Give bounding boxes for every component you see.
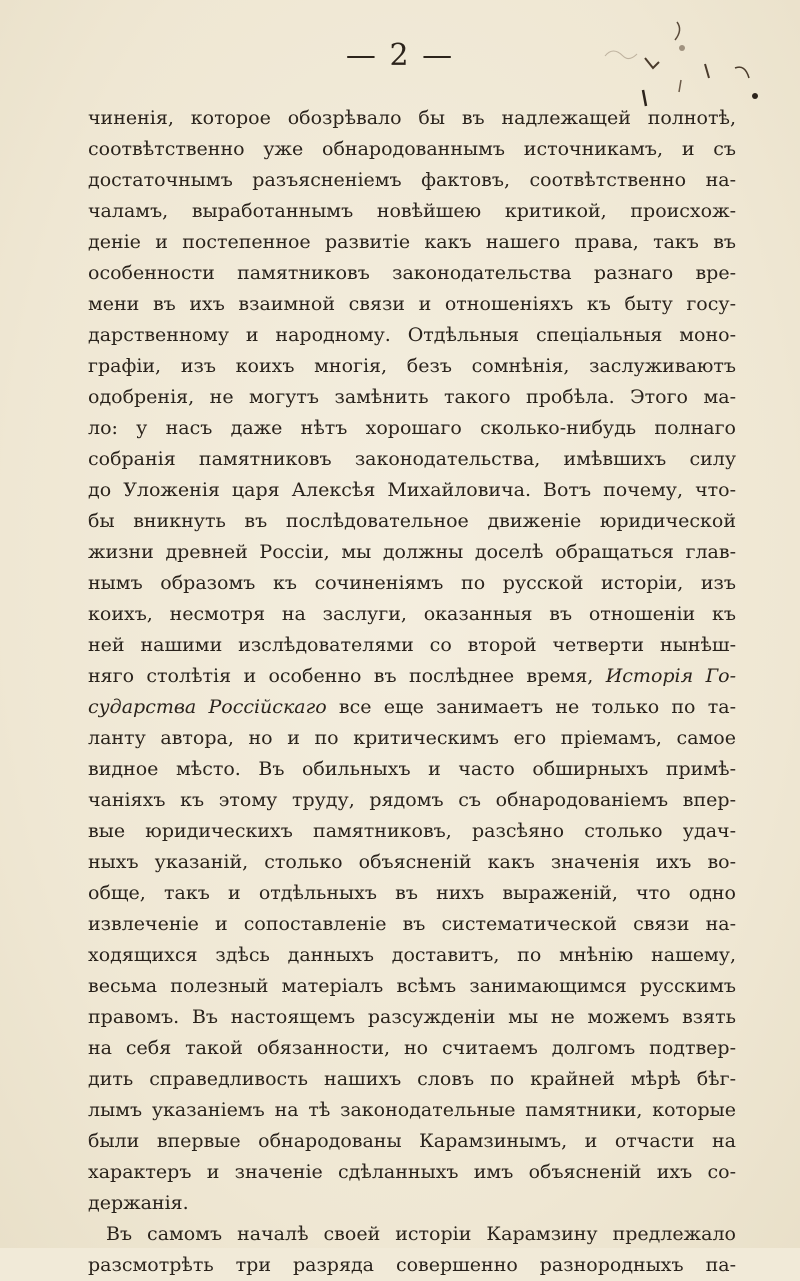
text-line-with-italic [88, 692, 736, 723]
text-line: лымъ указаніемъ на тѣ законодательные памятники, которые [88, 1099, 736, 1121]
text-line: графіи, изъ коихъ многія, безъ сомнѣнія, заслуживаютъ [88, 355, 736, 377]
text-line: ней нашими изслѣдователями со второй четверти нынѣш- [88, 634, 736, 656]
text-line: дарственному и народному. Отдѣльныя спеціальныя моно- [88, 324, 736, 346]
page-number: — 2 — [345, 38, 455, 73]
text-line: Въ самомъ началѣ своей исторіи Карамзину предлежало [106, 1223, 736, 1245]
text-line: одобренія, не могутъ замѣнить такого пробѣла. Этого ма- [88, 386, 736, 408]
italic-title: Исторія Го- [605, 665, 736, 687]
text-line: разсмотрѣть три разряда совершенно разнородныхъ па- [88, 1254, 736, 1276]
text-line: собранія памятниковъ законодательства, имѣвшихъ силу [88, 448, 736, 470]
text-line: бы вникнуть въ послѣдовательное движеніе юридической [88, 510, 736, 532]
text-line: вые юридическихъ памятниковъ, разсѣяно столько удач- [88, 820, 736, 842]
text-line: ло: у насъ даже нѣтъ хорошаго сколько-нибудь полнаго [88, 417, 736, 439]
body-text [88, 103, 736, 1281]
text-line: видное мѣсто. Въ обильныхъ и часто обширныхъ примѣ- [88, 758, 736, 780]
text-line: коихъ, несмотря на заслуги, оказанныя въ отношеніи къ [88, 603, 736, 625]
text-line: деніе и постепенное развитіе какъ нашего права, такъ въ [88, 231, 736, 253]
text-line: ходящихся здѣсь данныхъ доставитъ, по мнѣнію нашему, [88, 944, 736, 966]
text-line: чиненія, которое обозрѣвало бы въ надлежащей полнотѣ, [88, 107, 736, 129]
text-line: достаточнымъ разъясненіемъ фактовъ, соотвѣтственно на- [88, 169, 736, 191]
text-line: ныхъ указаній, столько объясненій какъ значенія ихъ во- [88, 851, 736, 873]
italic-title: сударства Россійскаго [88, 696, 327, 718]
text-line: обще, такъ и отдѣльныхъ въ нихъ выраженій, что одно [88, 882, 736, 904]
text-line: нымъ образомъ къ сочиненіямъ по русской исторіи, изъ [88, 572, 736, 594]
text-line: на себя такой обязанности, но считаемъ долгомъ подтвер- [88, 1037, 736, 1059]
text-line: особенности памятниковъ законодательства разнаго вре- [88, 262, 736, 284]
text-line: ланту автора, но и по критическимъ его пріемамъ, самое [88, 727, 736, 749]
text-line: чаламъ, выработаннымъ новѣйшею критикой, происхож- [88, 200, 736, 222]
text-line: характеръ и значеніе сдѣланныхъ имъ объясненій ихъ со- [88, 1161, 736, 1183]
text-line: жизни древней Россіи, мы должны доселѣ обращаться глав- [88, 541, 736, 563]
text-line-with-italic [88, 661, 736, 692]
text-line: были впервые обнародованы Карамзинымъ, и отчасти на [88, 1130, 736, 1152]
text-line: весьма полезный матеріалъ всѣмъ занимающимся русскимъ [88, 975, 736, 997]
text-segment: все еще занимаетъ не только по та- [326, 696, 736, 718]
text-line: держанія. [88, 1192, 189, 1214]
text-line: дить справедливость нашихъ словъ по крайней мѣрѣ бѣг- [88, 1068, 736, 1090]
text-line: чаніяхъ къ этому труду, рядомъ съ обнародованіемъ впер- [88, 789, 736, 811]
text-line: соотвѣтственно уже обнародованнымъ источникамъ, и съ [88, 138, 736, 160]
text-segment: няго столѣтія и особенно въ послѣднее время, [88, 665, 594, 687]
text-line: до Уложенія царя Алексѣя Михайловича. Вотъ почему, что- [88, 479, 736, 501]
ink-stain-marks [585, 18, 775, 108]
text-line: мени въ ихъ взаимной связи и отношеніяхъ къ быту госу- [88, 293, 736, 315]
text-line: правомъ. Въ настоящемъ разсужденіи мы не можемъ взять [88, 1006, 736, 1028]
text-line: извлеченіе и сопоставленіе въ систематической связи на- [88, 913, 736, 935]
